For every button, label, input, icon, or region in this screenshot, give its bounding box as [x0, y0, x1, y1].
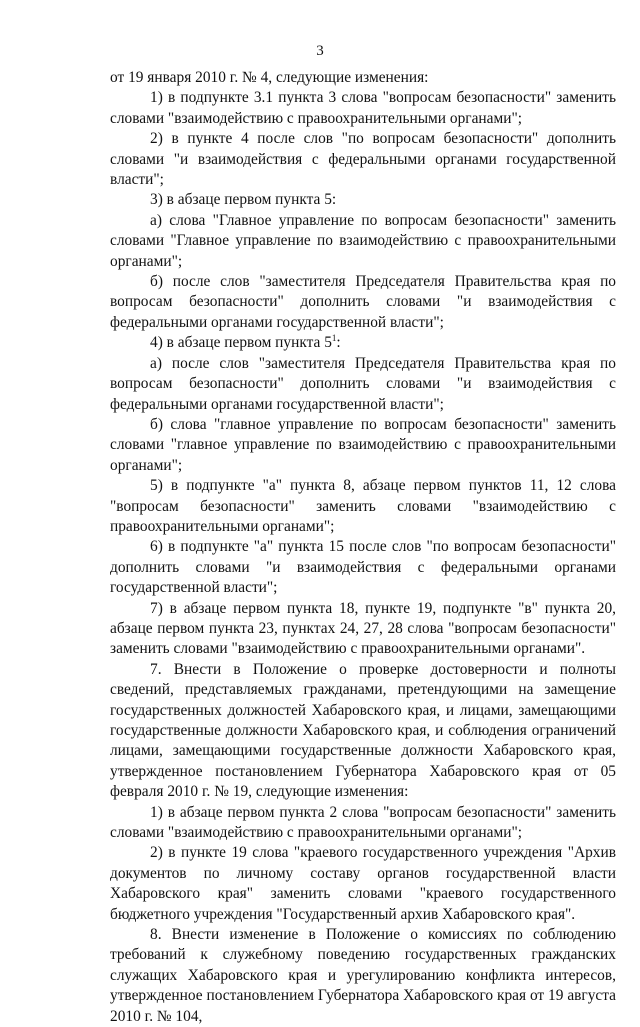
paragraph: а) после слов "заместителя Председателя Правительства края по вопросам безопасности" дополнить словами "и взаимодействия с федеральными органами государственной власти";: [110, 354, 616, 413]
paragraph: а) слова "Главное управление по вопросам безопасности" заменить словами "Главное управление по взаимодействию с правоохранительными органами";: [110, 211, 616, 270]
paragraph-text: 4) в абзаце первом пункта 5: [150, 334, 332, 352]
paragraph: 7. Внести в Положение о проверке достоверности и полноты сведений, представляемых гражданами, претендующими на замещение государственных должностей Хабаровского края, и лицами, замещающими государственные должности Хабаровского края, и соблюдения ограничений лицами, замещающими государственные должности Хабаровского края, утвержденное постановлением Губернатора Хабаровского края от 05 февраля 2010 г. № 19, следующие изменения:: [110, 660, 616, 801]
document-body: [110, 68, 616, 1027]
paragraph: б) после слов "заместителя Председателя Правительства края по вопросам безопасности" дополнить словами "и взаимодействия с федеральными органами государственной власти";: [110, 273, 616, 331]
paragraph: от 19 января 2010 г. № 4, следующие изменения:: [110, 69, 429, 86]
paragraph-tail: :: [336, 334, 341, 352]
paragraph: 6) в подпункте "а" пункта 15 после слов "по вопросам безопасности" дополнить словами "и взаимодействия с федеральными органами государственной власти";: [110, 538, 616, 597]
paragraph: 2) в пункте 4 после слов "по вопросам безопасности" дополнить словами "и взаимодействия с федеральными органами государственной власти";: [110, 130, 616, 189]
page-number: 3: [316, 43, 324, 59]
paragraph: 8. Внести изменение в Положение о комиссиях по соблюдению требований к служебному поведению государственных гражданских служащих Хабаровского края и урегулированию конфликта интересов, утвержденное постановлением Губернатора Хабаровского края от 19 августа 2010 г. № 104,: [110, 926, 616, 1025]
paragraph: 3) в абзаце первом пункта 5:: [150, 191, 337, 209]
paragraph-with-superscript: [110, 333, 616, 353]
superscript: 1: [331, 333, 337, 344]
paragraph: 5) в подпункте "а" пункта 8, абзаце первом пунктов 11, 12 слова "вопросам безопасности" заменить словами "взаимодействию с правоохранительными органами";: [110, 477, 616, 535]
paragraph: 7) в абзаце первом пункта 18, пункте 19, подпункте "в" пункта 20, абзаце первом пункта 23, пунктах 24, 27, 28 слова "вопросам безопасности" заменить словами "взаимодействию с правоохранительными органами".: [110, 599, 616, 658]
paragraph: 2) в пункте 19 слова "краевого государственного учреждения "Архив документов по личному составу органов государственной власти Хабаровского края" заменить словами "краевого государственного бюджетного учреждения "Государственный архив Хабаровского края".: [110, 844, 616, 923]
paragraph: 1) в подпункте 3.1 пункта 3 слова "вопросам безопасности" заменить словами "взаимодействию с правоохранительными органами";: [110, 89, 616, 127]
paragraph: б) слова "главное управление по вопросам безопасности" заменить словами "главное управление по взаимодействию с правоохранительными органами";: [110, 415, 616, 474]
paragraph: 1) в абзаце первом пункта 2 слова "вопросам безопасности" заменить словами "взаимодействию с правоохранительными органами";: [110, 803, 616, 842]
